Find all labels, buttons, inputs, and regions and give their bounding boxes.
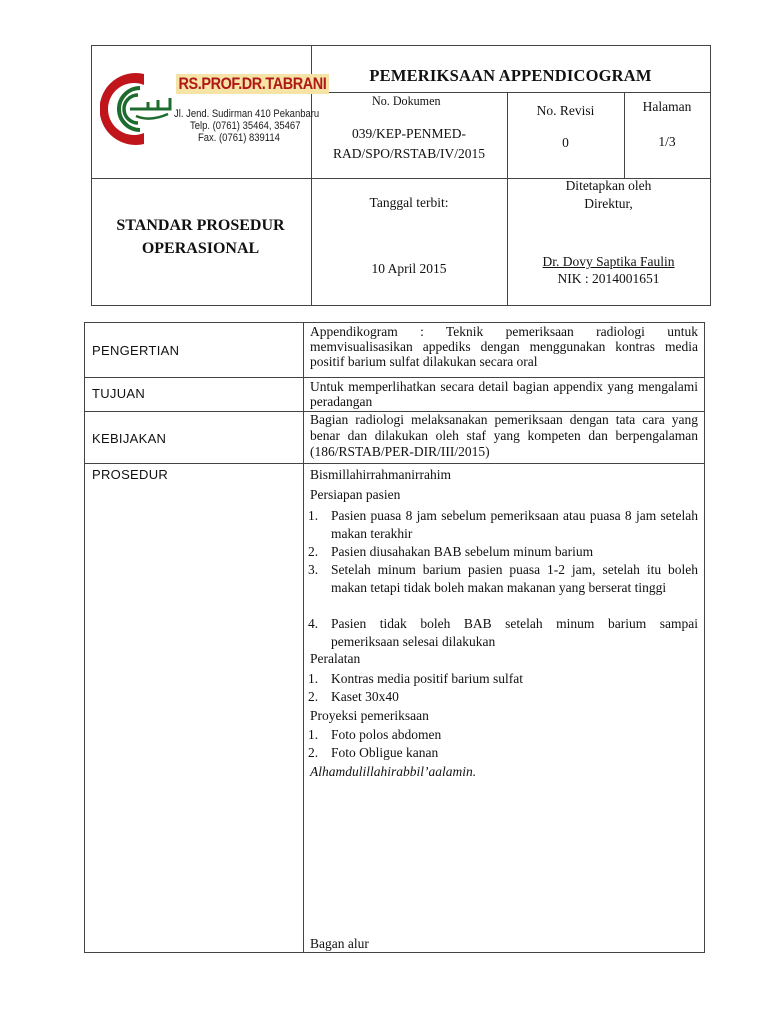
doc-number-label: No. Dokumen bbox=[372, 93, 441, 108]
row-label-pengertian: PENGERTIAN bbox=[92, 343, 180, 358]
issue-date-label: Tanggal terbit: bbox=[369, 195, 449, 210]
issue-date: 10 April 2015 bbox=[371, 261, 447, 276]
prep-section-title: Persiapan pasien bbox=[310, 487, 401, 502]
proj-item-2-text: Foto Obligue kanan bbox=[331, 745, 439, 760]
hospital-emblem-icon bbox=[100, 70, 178, 148]
prep-item-2-text: Pasien diusahakan BAB sebelum minum barium bbox=[331, 544, 594, 559]
proj-item-2-number: 2. bbox=[308, 745, 319, 760]
prep-item-3-number: 3. bbox=[308, 562, 319, 577]
equip-item-1-number: 1. bbox=[308, 671, 319, 686]
approved-by-line2: Direktur, bbox=[584, 196, 633, 211]
page-value: 1/3 bbox=[658, 134, 676, 149]
table-divider-vertical bbox=[303, 323, 304, 952]
kebijakan-text: Bagian radiologi melaksanakan pemeriksaan dengan tata cara yang benar dan dilakukan oleh staf yang kompeten dan berpengalaman (186/RSTAB/PER-DIR/III/2015) bbox=[310, 412, 698, 459]
equip-item-2-text: Kaset 30x40 bbox=[331, 689, 399, 704]
sop-title-line1: STANDAR PROSEDUR bbox=[116, 217, 285, 234]
hospital-address: Jl. Jend. Sudirman 410 Pekanbaru bbox=[174, 108, 320, 120]
director-name: Dr. Dovy Saptika Faulin bbox=[542, 254, 675, 269]
hospital-name: RS.PROF.DR.TABRANI bbox=[176, 74, 329, 94]
flowchart-label: Bagan alur bbox=[310, 936, 369, 951]
proj-item-1-text: Foto polos abdomen bbox=[331, 727, 442, 742]
prep-item-4-text: Pasien tidak boleh BAB setelah minum barium sampai pemeriksaan selesai dilakukan bbox=[331, 616, 698, 649]
equipment-section-title: Peralatan bbox=[310, 651, 361, 666]
prep-item-2-number: 2. bbox=[308, 544, 319, 559]
row-label-prosedur: PROSEDUR bbox=[92, 467, 169, 482]
row-label-kebijakan: KEBIJAKAN bbox=[92, 431, 167, 446]
prep-item-4-number: 4. bbox=[308, 616, 319, 631]
document-title: PEMERIKSAAN APPENDICOGRAM bbox=[369, 66, 652, 85]
prosedur-closing: Alhamdulillahirabbil’aalamin. bbox=[310, 764, 477, 779]
equip-item-1-text: Kontras media positif barium sulfat bbox=[331, 671, 523, 686]
page-label: Halaman bbox=[642, 99, 692, 114]
doc-number-line2: RAD/SPO/RSTAB/IV/2015 bbox=[333, 146, 485, 161]
row-label-tujuan: TUJUAN bbox=[92, 386, 146, 401]
sop-title-line2: OPERASIONAL bbox=[141, 240, 260, 257]
prep-item-1-number: 1. bbox=[308, 508, 319, 523]
director-nik: NIK : 2014001651 bbox=[557, 271, 660, 286]
revision-value: 0 bbox=[562, 135, 569, 150]
hospital-phone: Telp. (0761) 35464, 35467 bbox=[190, 120, 301, 132]
row-divider-3 bbox=[85, 463, 704, 464]
revision-label: No. Revisi bbox=[536, 103, 595, 118]
prep-item-3-text: Setelah minum barium pasien puasa 1-2 jam, setelah itu boleh makan tetapi tidak boleh makan makanan yang berserat tinggi bbox=[331, 562, 698, 595]
doc-number-label-wrap bbox=[311, 92, 507, 112]
prosedur-opening: Bismillahirrahmanirrahim bbox=[310, 467, 451, 482]
proj-item-1-number: 1. bbox=[308, 727, 319, 742]
hospital-fax: Fax. (0761) 839114 bbox=[198, 132, 280, 144]
pengertian-text: Appendikogram : Teknik pemeriksaan radiologi untuk memvisualisasikan appediks dengan menggunakan kontras media positif barium sulfat dilakukan secara oral bbox=[310, 324, 698, 369]
doc-number-line1: 039/KEP-PENMED- bbox=[352, 126, 466, 141]
equip-item-2-number: 2. bbox=[308, 689, 319, 704]
tujuan-text: Untuk memperlihatkan secara detail bagian appendix yang mengalami peradangan bbox=[310, 379, 698, 409]
projection-section-title: Proyeksi pemeriksaan bbox=[310, 708, 429, 723]
approved-by-line1: Ditetapkan oleh bbox=[565, 178, 652, 193]
hospital-logo bbox=[100, 70, 327, 150]
row-divider-1 bbox=[85, 377, 704, 378]
prep-item-1-text: Pasien puasa 8 jam sebelum pemeriksaan atau puasa 8 jam setelah makan terakhir bbox=[331, 508, 698, 541]
